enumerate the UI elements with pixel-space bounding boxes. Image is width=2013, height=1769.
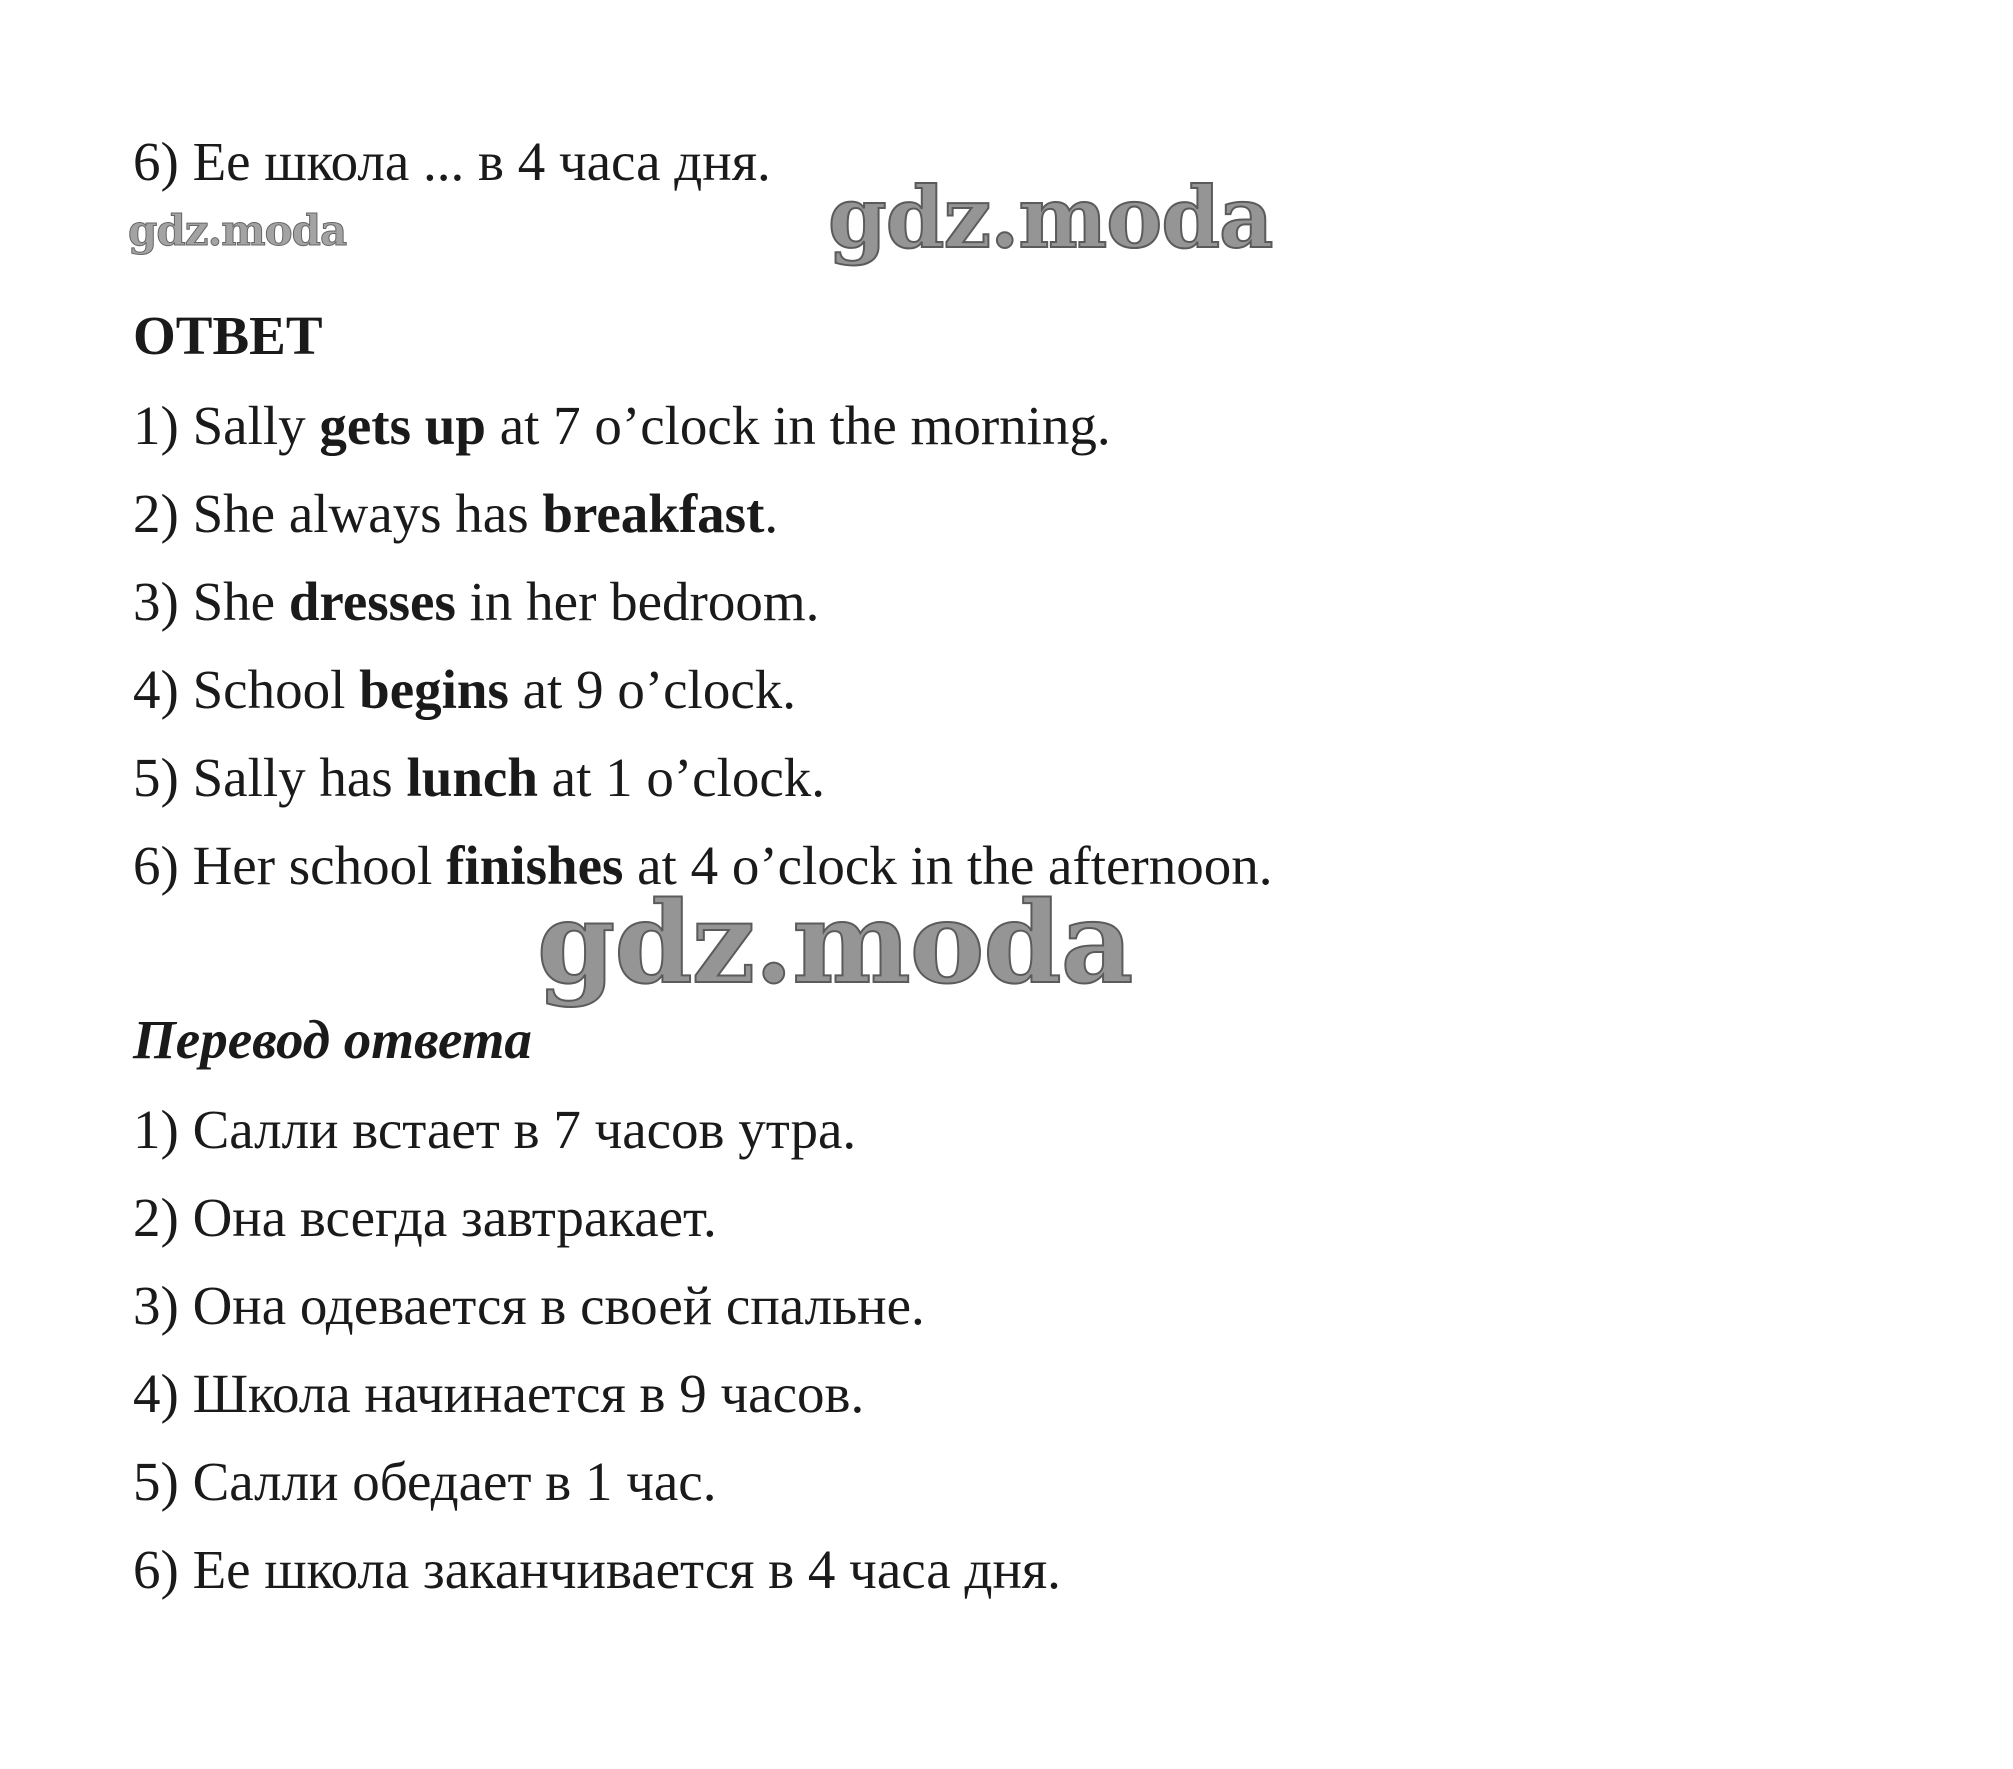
answer-item-keyword: finishes (446, 835, 624, 896)
answer-heading: ОТВЕТ (133, 305, 323, 366)
answer-item-text: in her bedroom. (455, 571, 820, 632)
answer-item-text: at 7 o’clock in the morning. (485, 395, 1111, 456)
answer-item-keyword: lunch (406, 747, 538, 808)
answer-item-text: 5) Sally has (133, 747, 407, 808)
answer-item-text: 3) She (133, 571, 289, 632)
answer-item-text: 4) School (133, 659, 360, 720)
answer-item-keyword: gets up (319, 395, 486, 456)
translation-item: 1) Салли встает в 7 часов утра. (133, 1099, 857, 1160)
answer-item-text: . (764, 483, 779, 544)
watermark-small: gdz.moda (128, 206, 347, 255)
answer-item-text: at 1 o’clock. (537, 747, 826, 808)
watermark-middle: gdz.moda (537, 878, 1133, 1009)
answer-item-keyword: dresses (288, 571, 456, 632)
answer-item-text: 2) She always has (133, 483, 543, 544)
answer-item-keyword: breakfast (542, 483, 765, 544)
translation-item: 5) Салли обедает в 1 час. (133, 1451, 717, 1512)
question-line: 6) Ее школа ... в 4 часа дня. (133, 131, 771, 192)
answer-item-text: 1) Sally (133, 395, 320, 456)
answer-item-keyword: begins (359, 659, 509, 720)
answer-item (133, 394, 1111, 458)
answer-item-text: 6) Her school (133, 835, 447, 896)
answer-item (133, 658, 796, 722)
answer-item (133, 570, 819, 634)
translation-heading: Перевод ответа (133, 1009, 532, 1070)
answer-item (133, 746, 825, 810)
answer-item (133, 482, 778, 546)
answer-item-text: at 9 o’clock. (508, 659, 797, 720)
watermark-top: gdz.moda (828, 168, 1273, 267)
translation-item: 2) Она всегда завтракает. (133, 1187, 717, 1248)
translation-item: 4) Школа начинается в 9 часов. (133, 1363, 865, 1424)
translation-item: 6) Ее школа заканчивается в 4 часа дня. (133, 1539, 1061, 1600)
translation-item: 3) Она одевается в своей спальне. (133, 1275, 925, 1336)
answer-item-text: at 4 o’clock in the afternoon. (623, 835, 1273, 896)
